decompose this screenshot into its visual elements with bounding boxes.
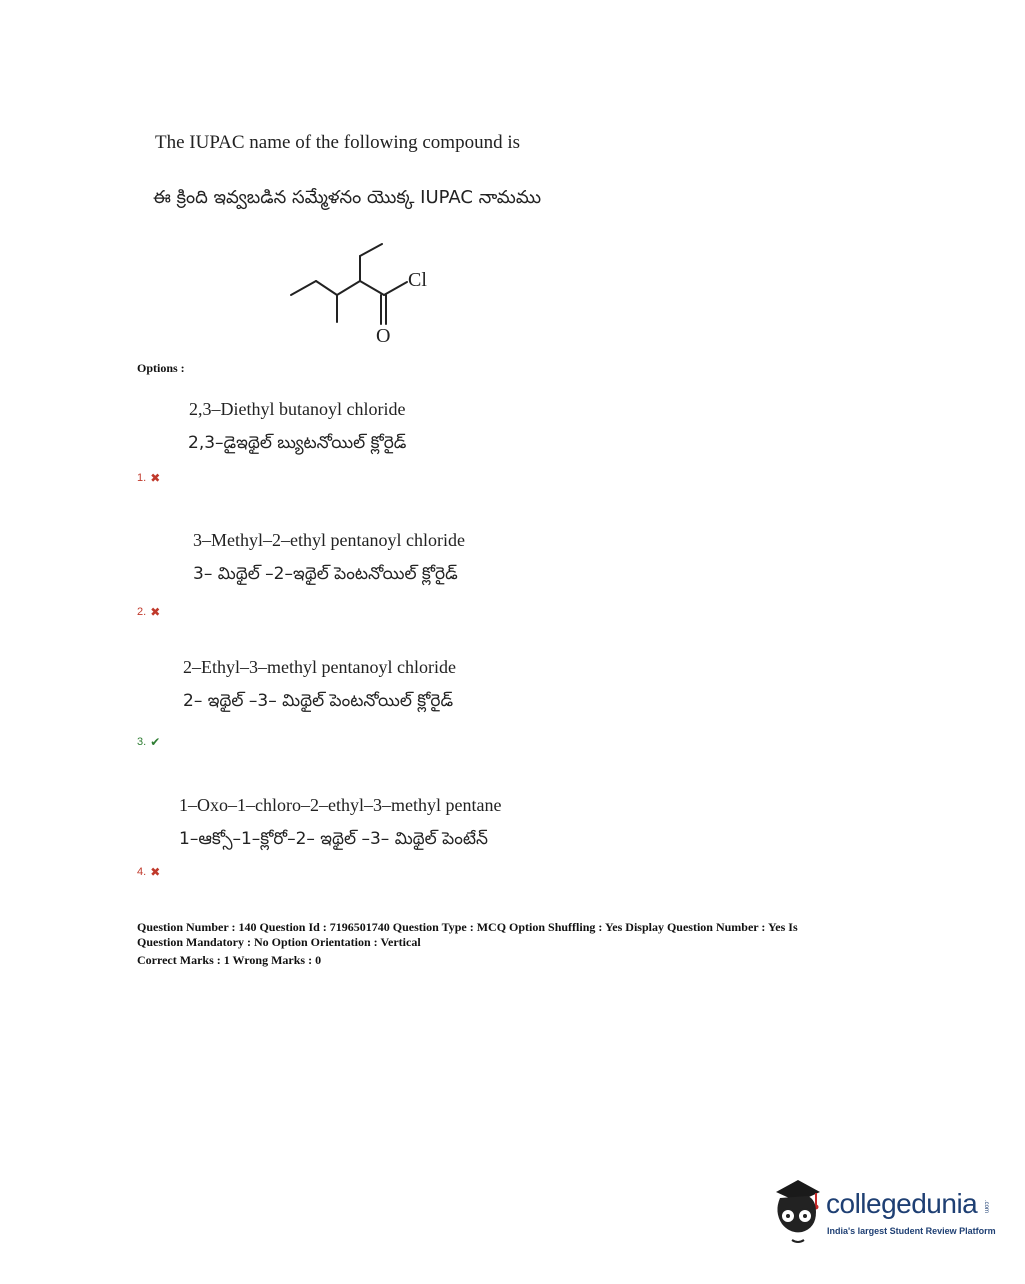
option-number-label: 2.: [137, 606, 147, 618]
option-2-number[interactable]: [137, 605, 160, 619]
option-number-label: 1.: [137, 472, 147, 484]
option-4-telugu: 1–ఆక్సో–1–క్లోరో–2– ఇథైల్ –3– మిథైల్ పెంటేన్: [179, 829, 488, 849]
chlorine-label: Cl: [408, 269, 427, 291]
option-4-number[interactable]: [137, 865, 160, 879]
option-number-label: 3.: [137, 736, 147, 748]
question-telugu: ఈ క్రింది ఇవ్వబడిన సమ్మేళనం యొక్క IUPAC నామము: [153, 187, 542, 208]
option-3-number[interactable]: [137, 735, 160, 749]
option-4-english: 1–Oxo–1–chloro–2–ethyl–3–methyl pentane: [179, 795, 502, 815]
option-number-label: 4.: [137, 866, 147, 878]
question-metadata: [137, 920, 877, 968]
option-2-telugu: 3– మిథైల్ –2–ఇథైల్ పెంటనోయిల్ క్లోరైడ్: [193, 564, 458, 584]
metadata-line-1: Question Number : 140 Question Id : 7196501740 Question Type : MCQ Option Shuffling : Yes Display Question Number : Yes Is: [137, 920, 798, 934]
collegedunia-logo[interactable]: [768, 1178, 996, 1248]
options-label: Options :: [137, 361, 185, 375]
option-3-english: 2–Ethyl–3–methyl pentanoyl chloride: [183, 657, 456, 677]
student-mascot-icon: [768, 1178, 824, 1248]
cross-icon: ✖: [150, 865, 161, 879]
check-icon: ✔: [150, 735, 161, 749]
logo-tagline: India's largest Student Review Platform: [827, 1226, 996, 1236]
cross-icon: ✖: [150, 605, 161, 619]
option-1-telugu: 2,3–డైఇథైల్ బ్యుటనోయిల్ క్లోరైడ్: [188, 433, 407, 453]
logo-wordmark: collegedunia: [826, 1188, 978, 1219]
logo-suffix: .com: [983, 1200, 989, 1214]
question-english: The IUPAC name of the following compound is: [155, 132, 521, 153]
option-1-number[interactable]: [137, 471, 160, 485]
cross-icon: ✖: [150, 471, 161, 485]
oxygen-label: O: [376, 325, 391, 347]
option-3-telugu: 2– ఇథైల్ –3– మిథైల్ పెంటనోయిల్ క్లోరైడ్: [183, 691, 454, 711]
compound-structure: [285, 238, 445, 348]
option-1-english: 2,3–Diethyl butanoyl chloride: [189, 399, 406, 419]
option-2-english: 3–Methyl–2–ethyl pentanoyl chloride: [193, 530, 465, 550]
metadata-line-3: Correct Marks : 1 Wrong Marks : 0: [137, 953, 322, 967]
metadata-line-2: Question Mandatory : No Option Orientation : Vertical: [137, 935, 421, 949]
